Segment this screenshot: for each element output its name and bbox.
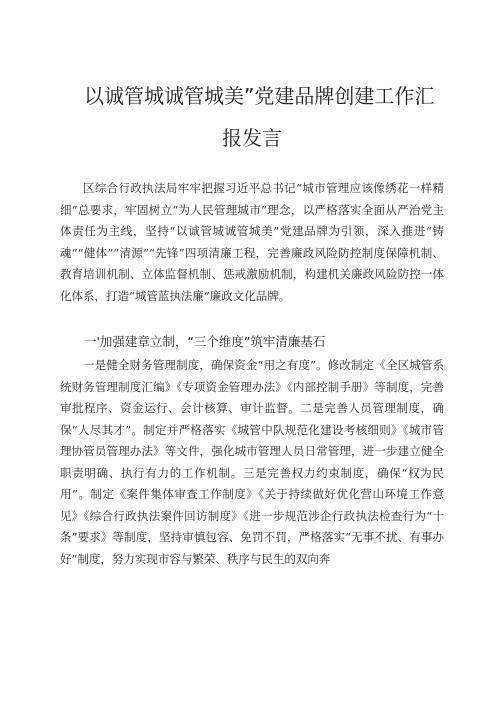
document-title-line2: 报发言 [222,126,282,150]
section1-paragraph: 一是健全财务管理制度，确保资金“用之有度”。修改制定《全区城管系统财务管理制度汇编》《专项资金管理办法》《内部控制手册》等制度，完善审批程序、资金运行、会计核算、审计监督。二是完善人员管理制度，确保“人尽其才”。制定并严格落实《城管中队规范化建设考核细则》《城市管理协管员管理办法》等文件，强化城市管理人员日常管理，进一步建立健全职责明确、执行有力的工作机制。三是完善权力约束制度，确保“权为民用”。制定《案件集体审查工作制度》《关于持续做好优化营山环境工作意见》《综合行政执法案件回访制度》《进一步规范涉企行政执法检查行为“十条”要求》等制度，坚持审慎包容、免罚不罚，严格落实“无事不扰、有事办好”制度，努力实现市容与繁荣、秩序与民生的双向奔 [60,358,444,566]
document-title-line1: 以诚管城诚管城美”党建品牌创建工作汇 [84,84,435,108]
section-heading-1: 一'加强建章立制，“三个维度”筑牢清廉基石 [84,334,326,349]
intro-paragraph: 区综合行政执法局牢牢把握习近平总书记“城市管理应该像绣花一样精细”总要求，牢固树立“为人民管理城市”理念，以严格落实全面从严治党主体责任为主线，坚持“以诚管城诚管城美”党建品牌为引领，深入推进“铸魂”“健体”“清源”“先锋”四项清廉工程，完善廉政风险防控制度保障机制、教育培训机制、立体监督机制、惩戒激励机制，构建机关廉政风险防控一体化体系，打造“城管蓝执法廉”廉政文化品牌。 [60,181,444,303]
